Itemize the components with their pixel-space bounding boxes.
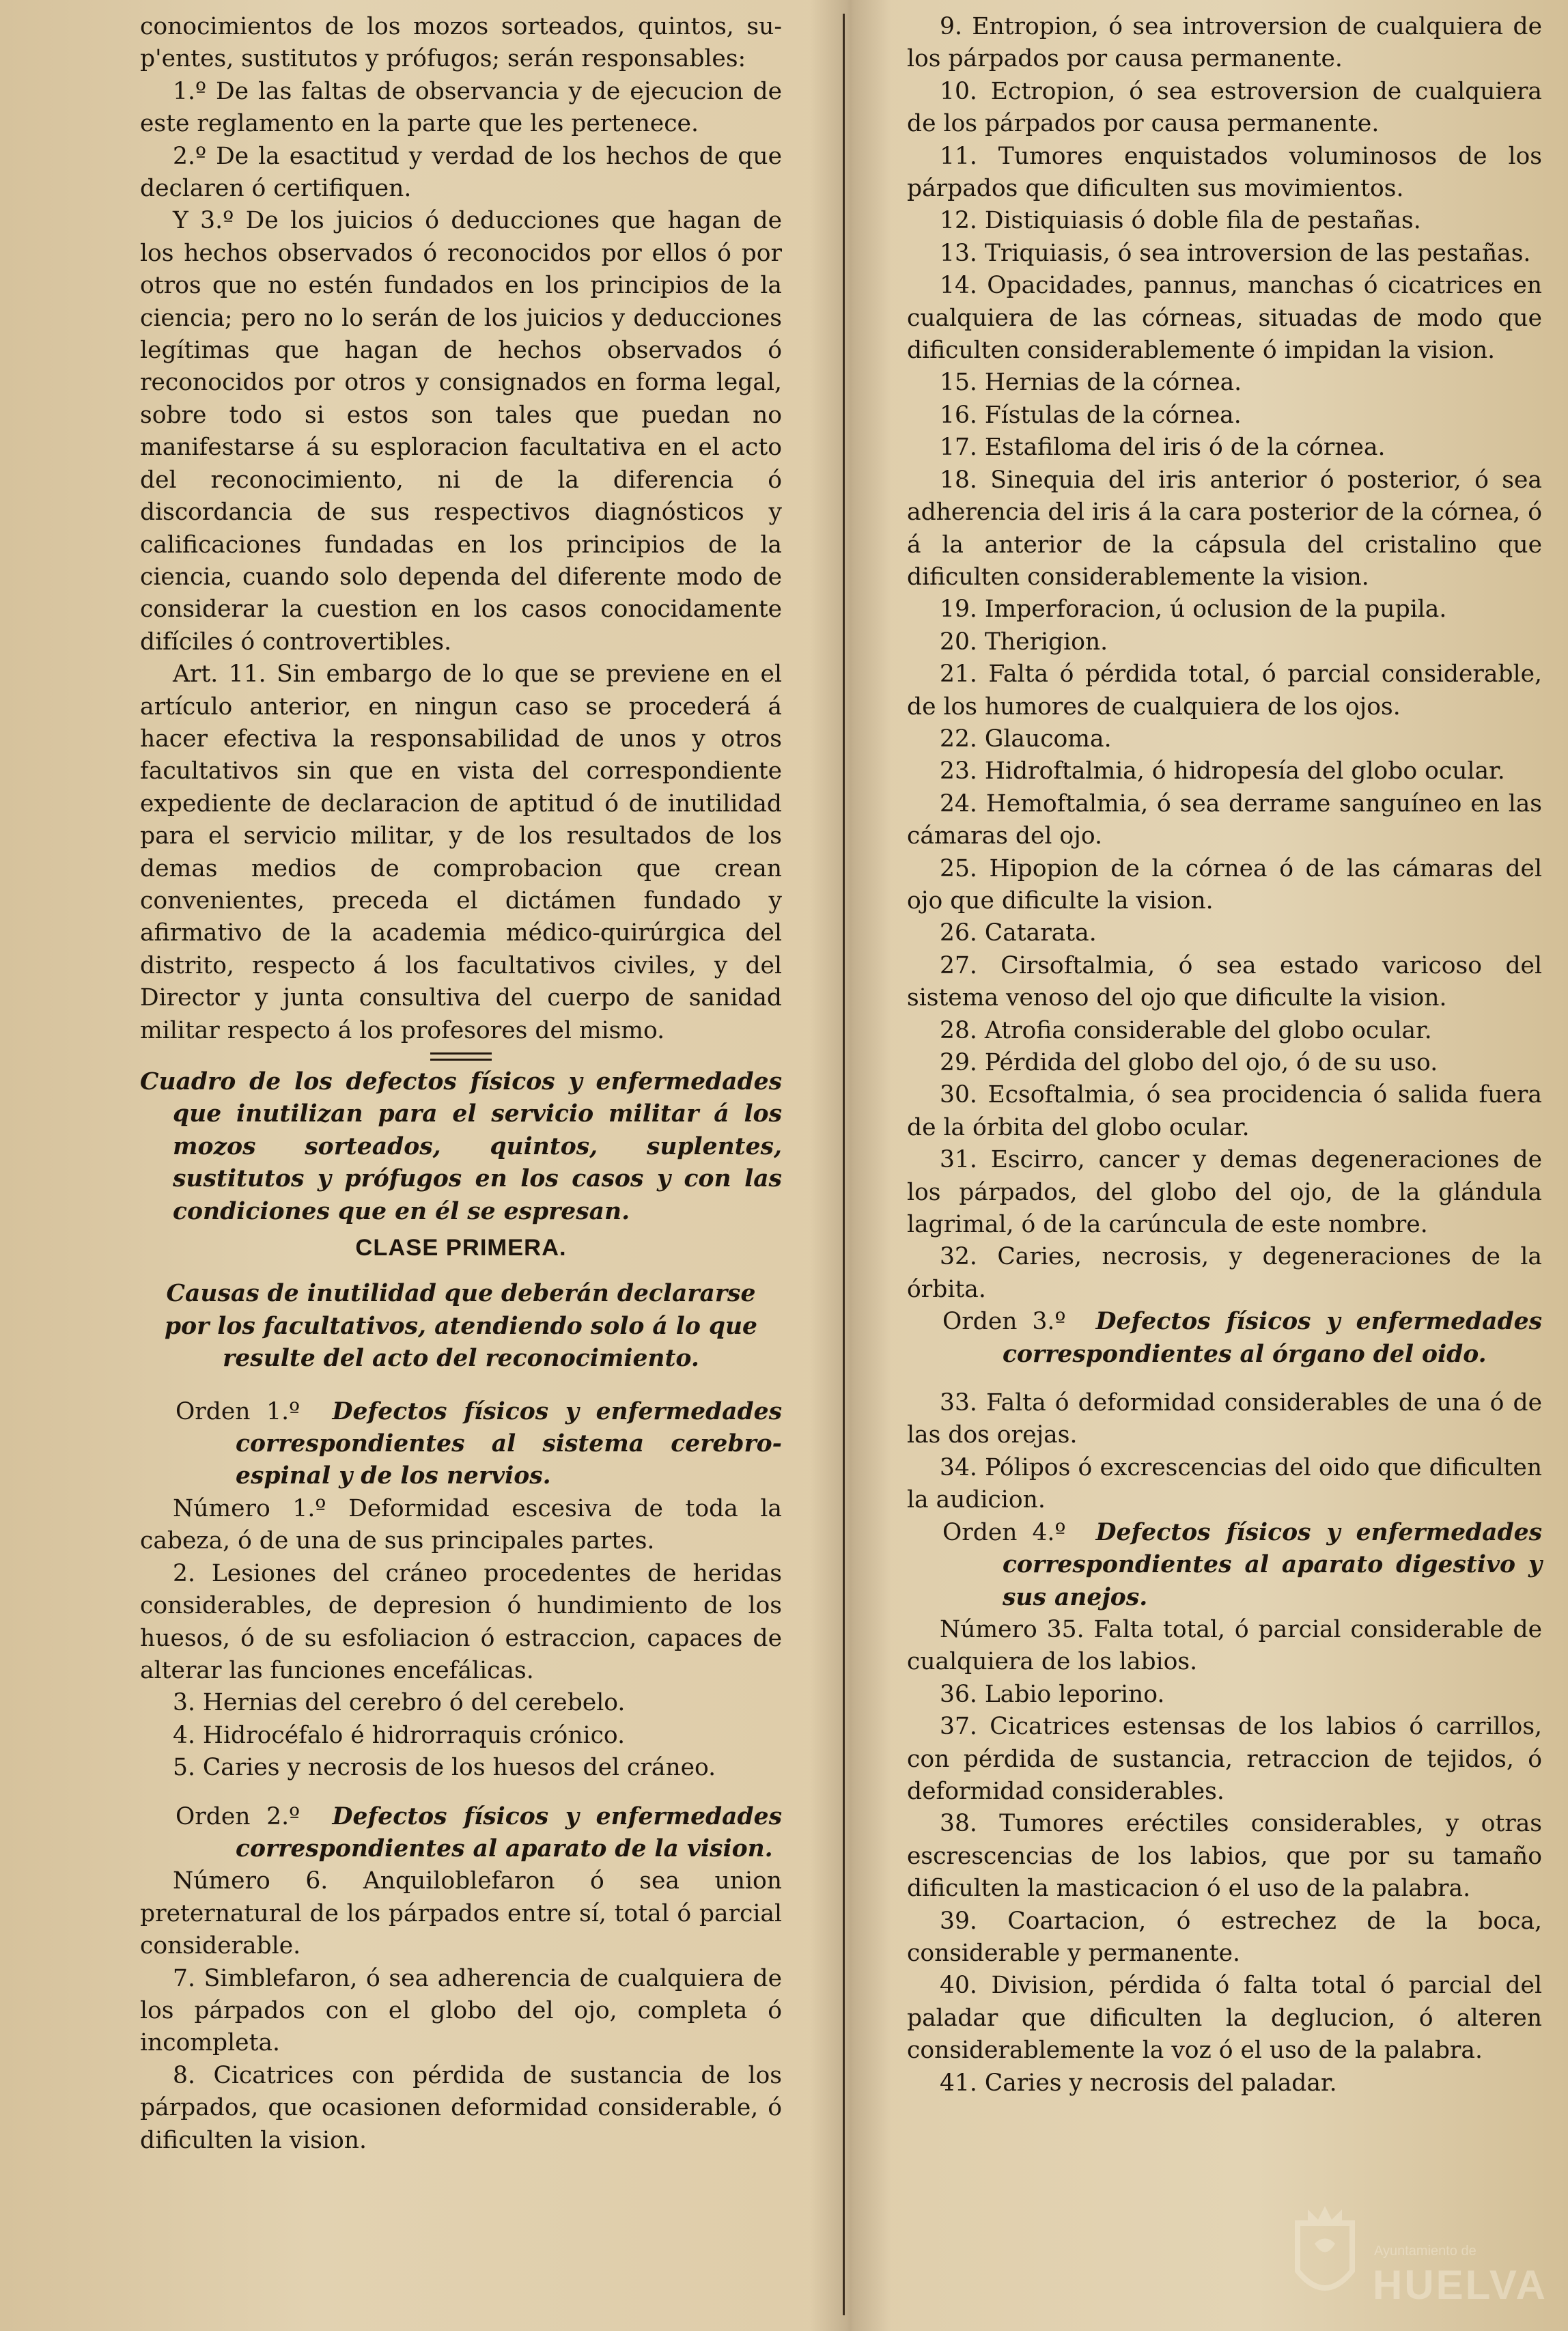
section-separator	[430, 1052, 492, 1061]
watermark-sub: Ayuntamiento de	[1374, 2244, 1476, 2259]
orden-text: Defectos físicos y enfermedades correspondientes al aparato digestivo y sus anejos.	[1003, 1518, 1542, 1611]
list-item: 7. Simblefaron, ó sea adherencia de cualquiera de los párpados con el globo del ojo, completa ó incompleta.	[140, 1964, 782, 2057]
paragraph: 2.º De la esactitud y verdad de los hechos de que declaren ó certifiquen.	[140, 142, 782, 203]
list-item: 2. Lesiones del cráneo procedentes de heridas considerables, de depresion ó hundimiento de los huesos, ó de su esfoliacion ó estraccion, capaces de alterar las funciones encefálicas.	[140, 1559, 782, 1684]
list-item: 8. Cicatrices con pérdida de sustancia de los párpados, que ocasionen deformidad considerable, ó dificulten la vision.	[140, 2061, 782, 2154]
list-item: 34. Pólipos ó excrescencias del oido que dificulten la audicion.	[907, 1453, 1542, 1514]
list-item: 39. Coartacion, ó estrechez de la boca, considerable y permanente.	[907, 1907, 1542, 1967]
list-item: Número 6. Anquiloblefaron ó sea union preternatural de los párpados entre sí, total ó parcial considerable.	[140, 1867, 782, 1960]
orden-heading	[140, 1801, 782, 1866]
orden-label: Orden 2.º	[176, 1802, 300, 1830]
list-item: 41. Caries y necrosis del paladar.	[940, 2069, 1337, 2097]
list-item: 4. Hidrocéfalo é hidrorraquis crónico.	[173, 1721, 626, 1749]
article-11: Art. 11. Sin embargo de lo que se previene en el artículo anterior, en ningun caso se procederá á hacer efectiva la responsabilidad de unos y otros facultativos sin que en vista del correspondiente expediente de declaracion de aptitud ó de inutilidad para el servicio militar, y de los resultados de los demas medios de comprobacion que crean convenientes, preceda el dictámen fundado y afirmativo de la academia médico-quirúrgica del distrito, respecto á los facultativos civiles, y del Director y junta consultiva del cuerpo de sanidad militar respecto á los profesores del mismo.	[140, 660, 782, 1044]
list-item: 17. Estafiloma del iris ó de la córnea.	[940, 434, 1386, 462]
orden-heading	[907, 1306, 1542, 1371]
list-item: 13. Triquiasis, ó sea introversion de las pestañas.	[940, 239, 1531, 267]
watermark-name: HUELVA	[1373, 2262, 1548, 2308]
causas-subheading: Causas de inutilidad que deberán declararse por los facultativos, atendiendo solo á lo que resulte del acto del reconocimiento.	[164, 1280, 758, 1373]
column-divider	[843, 14, 845, 2315]
orden-heading	[140, 1396, 782, 1493]
list-item: 16. Fístulas de la córnea.	[940, 401, 1242, 429]
list-item: Número 1.º Deformidad escesiva de toda la cabeza, ó de una de sus principales partes.	[140, 1494, 782, 1555]
watermark-logo	[1284, 2196, 1548, 2319]
list-item: 24. Hemoftalmia, ó sea derrame sanguíneo en las cámaras del ojo.	[907, 790, 1542, 850]
list-item: 11. Tumores enquistados voluminosos de los párpados que dificulten sus movimientos.	[907, 142, 1542, 203]
list-item: 40. Division, pérdida ó falta total ó parcial del paladar que dificulten la deglucion, ó alteren considerablemente la voz ó el uso de la palabra.	[907, 1972, 1542, 2065]
orden-label: Orden 1.º	[176, 1397, 300, 1425]
paragraph: 1.º De las faltas de observancia y de ejecucion de este reglamento en la parte que les pertenece.	[140, 77, 782, 138]
list-item: 29. Pérdida del globo del ojo, ó de su uso.	[940, 1049, 1438, 1076]
orden-label: Orden 3.º	[942, 1308, 1066, 1336]
list-item: 9. Entropion, ó sea introversion de cualquiera de los párpados por causa permanente.	[907, 13, 1542, 73]
paragraph: Y 3.º De los juicios ó deducciones que hagan de los hechos observados ó reconocidos por ellos ó por otros que no estén fundados en los principios de la ciencia; pero no lo serán de los juicios y deducciones legítimas que hagan de hechos observados ó reconocidos por otros y consignados en forma legal, sobre todo si estos son tales que puedan no manifestarse á su esploracion facultativa en el acto del reconocimiento, ni de la diferencia ó discordancia de sus respectivos diagnósticos y calificaciones fundadas en los principios de la ciencia, cuando solo dependa del diferente modo de considerar la cuestion en los casos conocidamente difíciles ó controvertibles.	[140, 207, 782, 656]
list-item: 26. Catarata.	[940, 919, 1097, 947]
list-item: 33. Falta ó deformidad considerables de una ó de las dos orejas.	[907, 1389, 1542, 1449]
cuadro-title: Cuadro de los defectos físicos y enfermedades que inutilizan para el servicio militar á los mozos sorteados, quintos, suplentes, sustitutos y prófugos en los casos y con las condiciones que en él se espresan.	[140, 1068, 782, 1225]
list-item: 28. Atrofia considerable del globo ocular.	[940, 1016, 1432, 1044]
list-item: 18. Sinequia del iris anterior ó posterior, ó sea adherencia del iris á la cara posterior de la córnea, ó á la anterior de la cápsula del cristalino que dificulten considerablemente la vision.	[907, 466, 1542, 591]
list-item: 5. Caries y necrosis de los huesos del cráneo.	[173, 1754, 716, 1782]
list-item: 25. Hipopion de la córnea ó de las cámaras del ojo que dificulte la vision.	[907, 854, 1542, 915]
list-item: 27. Cirsoftalmia, ó sea estado varicoso del sistema venoso del ojo que dificulte la vision.	[907, 951, 1542, 1012]
list-item: 38. Tumores eréctiles considerables, y otras escrescencias de los labios, que por su tamaño dificulten la masticacion ó el uso de la palabra.	[907, 1810, 1542, 1903]
list-item: 23. Hidroftalmia, ó hidropesía del globo ocular.	[940, 757, 1505, 785]
list-item: 14. Opacidades, pannus, manchas ó cicatrices en cualquiera de las córneas, situadas de modo que dificulten considerablemente ó impidan la vision.	[907, 272, 1542, 365]
list-item: 37. Cicatrices estensas de los labios ó carrillos, con pérdida de sustancia, retraccion de tejidos, ó deformidad considerables.	[907, 1713, 1542, 1805]
list-item: 20. Therigion.	[940, 628, 1108, 656]
clase-heading: CLASE PRIMERA.	[355, 1235, 567, 1261]
right-column	[907, 11, 1542, 2099]
list-item: 10. Ectropion, ó sea estroversion de cualquiera de los párpados por causa permanente.	[907, 77, 1542, 138]
list-item: 32. Caries, necrosis, y degeneraciones de la órbita.	[907, 1243, 1542, 1303]
list-item: 30. Ecsoftalmia, ó sea procidencia ó salida fuera de la órbita del globo ocular.	[907, 1081, 1542, 1141]
list-item: 31. Escirro, cancer y demas degeneraciones de los párpados, del globo del ojo, de la glándula lagrimal, ó de la carúncula de este nombre.	[907, 1146, 1542, 1239]
orden-text: Defectos físicos y enfermedades correspondientes al órgano del oido.	[1003, 1308, 1542, 1368]
left-column	[140, 11, 782, 2157]
orden-text: Defectos físicos y enfermedades correspondientes al aparato de la vision.	[236, 1802, 782, 1862]
list-item: 15. Hernias de la córnea.	[940, 369, 1242, 397]
page-fold-shadow	[809, 0, 891, 2331]
list-item: 22. Glaucoma.	[940, 725, 1112, 753]
list-item: 19. Imperforacion, ú oclusion de la pupila.	[940, 596, 1447, 624]
orden-text: Defectos físicos y enfermedades correspondientes al sistema cerebro-espinal y de los nervios.	[236, 1397, 782, 1490]
list-item: 3. Hernias del cerebro ó del cerebelo.	[173, 1689, 626, 1717]
orden-heading	[907, 1517, 1542, 1614]
orden-label: Orden 4.º	[942, 1518, 1066, 1546]
list-item: 21. Falta ó pérdida total, ó parcial considerable, de los humores de cualquiera de los ojos.	[907, 660, 1542, 721]
city-crest-icon	[1284, 2196, 1366, 2312]
list-item: Número 35. Falta total, ó parcial considerable de cualquiera de los labios.	[907, 1615, 1542, 1676]
paragraph: conocimientos de los mozos sorteados, quintos, su-p'entes, sustitutos y prófugos; serán responsables:	[140, 13, 782, 73]
list-item: 12. Distiquiasis ó doble fila de pestañas.	[940, 207, 1421, 235]
list-item: 36. Labio leporino.	[940, 1680, 1165, 1708]
